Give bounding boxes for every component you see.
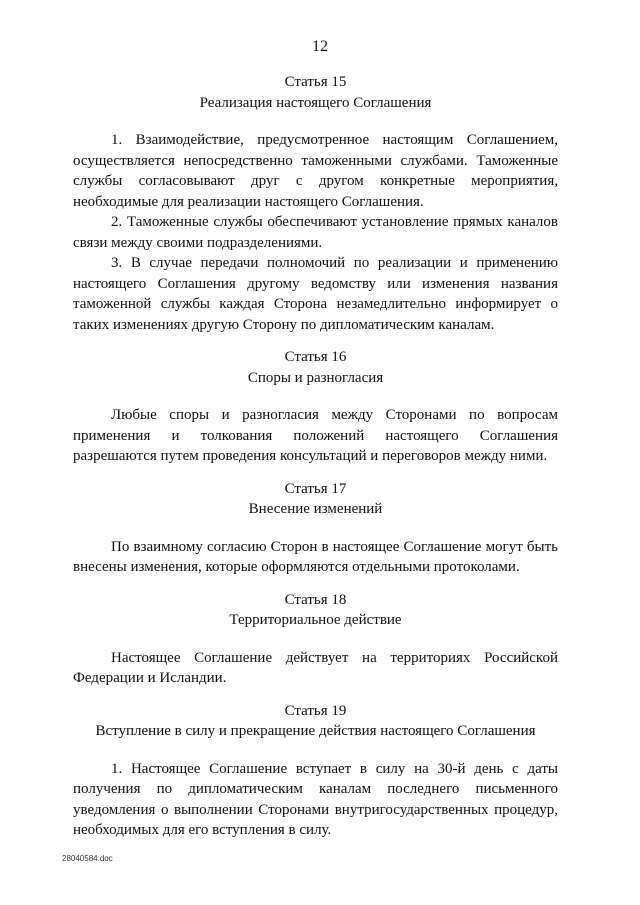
article-number: Статья 18 [284, 591, 347, 608]
footer-filename: 28040584.doc [62, 854, 113, 863]
article-title: Территориальное действие [229, 612, 402, 628]
article-number: Статья 17 [284, 480, 347, 497]
article-19-heading [73, 701, 558, 742]
article-number: Статья 19 [284, 702, 347, 719]
article-15-heading [73, 72, 558, 113]
article-paragraph: 3. В случае передачи полномочий по реализации и применению настоящего Соглашения другому ведомству или изменения названия таможенной службы каждая Сторона незамедлительно информирует о таких изменениях другую Сторону по дипломатическим каналам. [73, 255, 558, 333]
article-paragraph: По взаимному согласию Сторон в настоящее Соглашение могут быть внесены изменения, которые оформляются отдельными протоколами. [73, 538, 558, 575]
article-paragraph: 1. Настоящее Соглашение вступает в силу на 30-й день с даты получения по дипломатическим каналам последнего письменного уведомления о выполнении Сторонами внутригосударственных процедур, необходимых для его вступления в силу. [73, 760, 558, 838]
article-18-heading [73, 590, 558, 631]
article-title: Внесение изменений [248, 501, 383, 517]
article-title: Вступление в силу и прекращение действия настоящего Соглашения [95, 723, 536, 739]
article-paragraph: 2. Таможенные службы обеспечивают установление прямых каналов связи между своими подразделениями. [73, 214, 558, 251]
article-title: Реализация настоящего Соглашения [199, 94, 432, 111]
article-number: Статья 15 [284, 74, 347, 90]
article-16-heading [73, 347, 558, 388]
article-title: Споры и разногласия [247, 369, 384, 386]
article-number: Статья 16 [284, 349, 347, 365]
article-paragraph: Настоящее Соглашение действует на территориях Российской Федерации и Исландии. [73, 649, 558, 686]
article-paragraph: Любые споры и разногласия между Сторонами по вопросам применения и толкования положений настоящего Соглашения разрешаются путем проведения консультаций и переговоров между ними. [73, 407, 558, 464]
article-paragraph: 1. Взаимодействие, предусмотренное настоящим Соглашением, осуществляется непосредственно таможенными службами. Таможенные службы согласовывают друг с другом конкретные мероприятия, необходимые для реализации настоящего Соглашения. [73, 132, 558, 210]
document-body [73, 72, 558, 841]
page-number: 12 [312, 38, 328, 55]
article-17-heading [73, 479, 558, 520]
